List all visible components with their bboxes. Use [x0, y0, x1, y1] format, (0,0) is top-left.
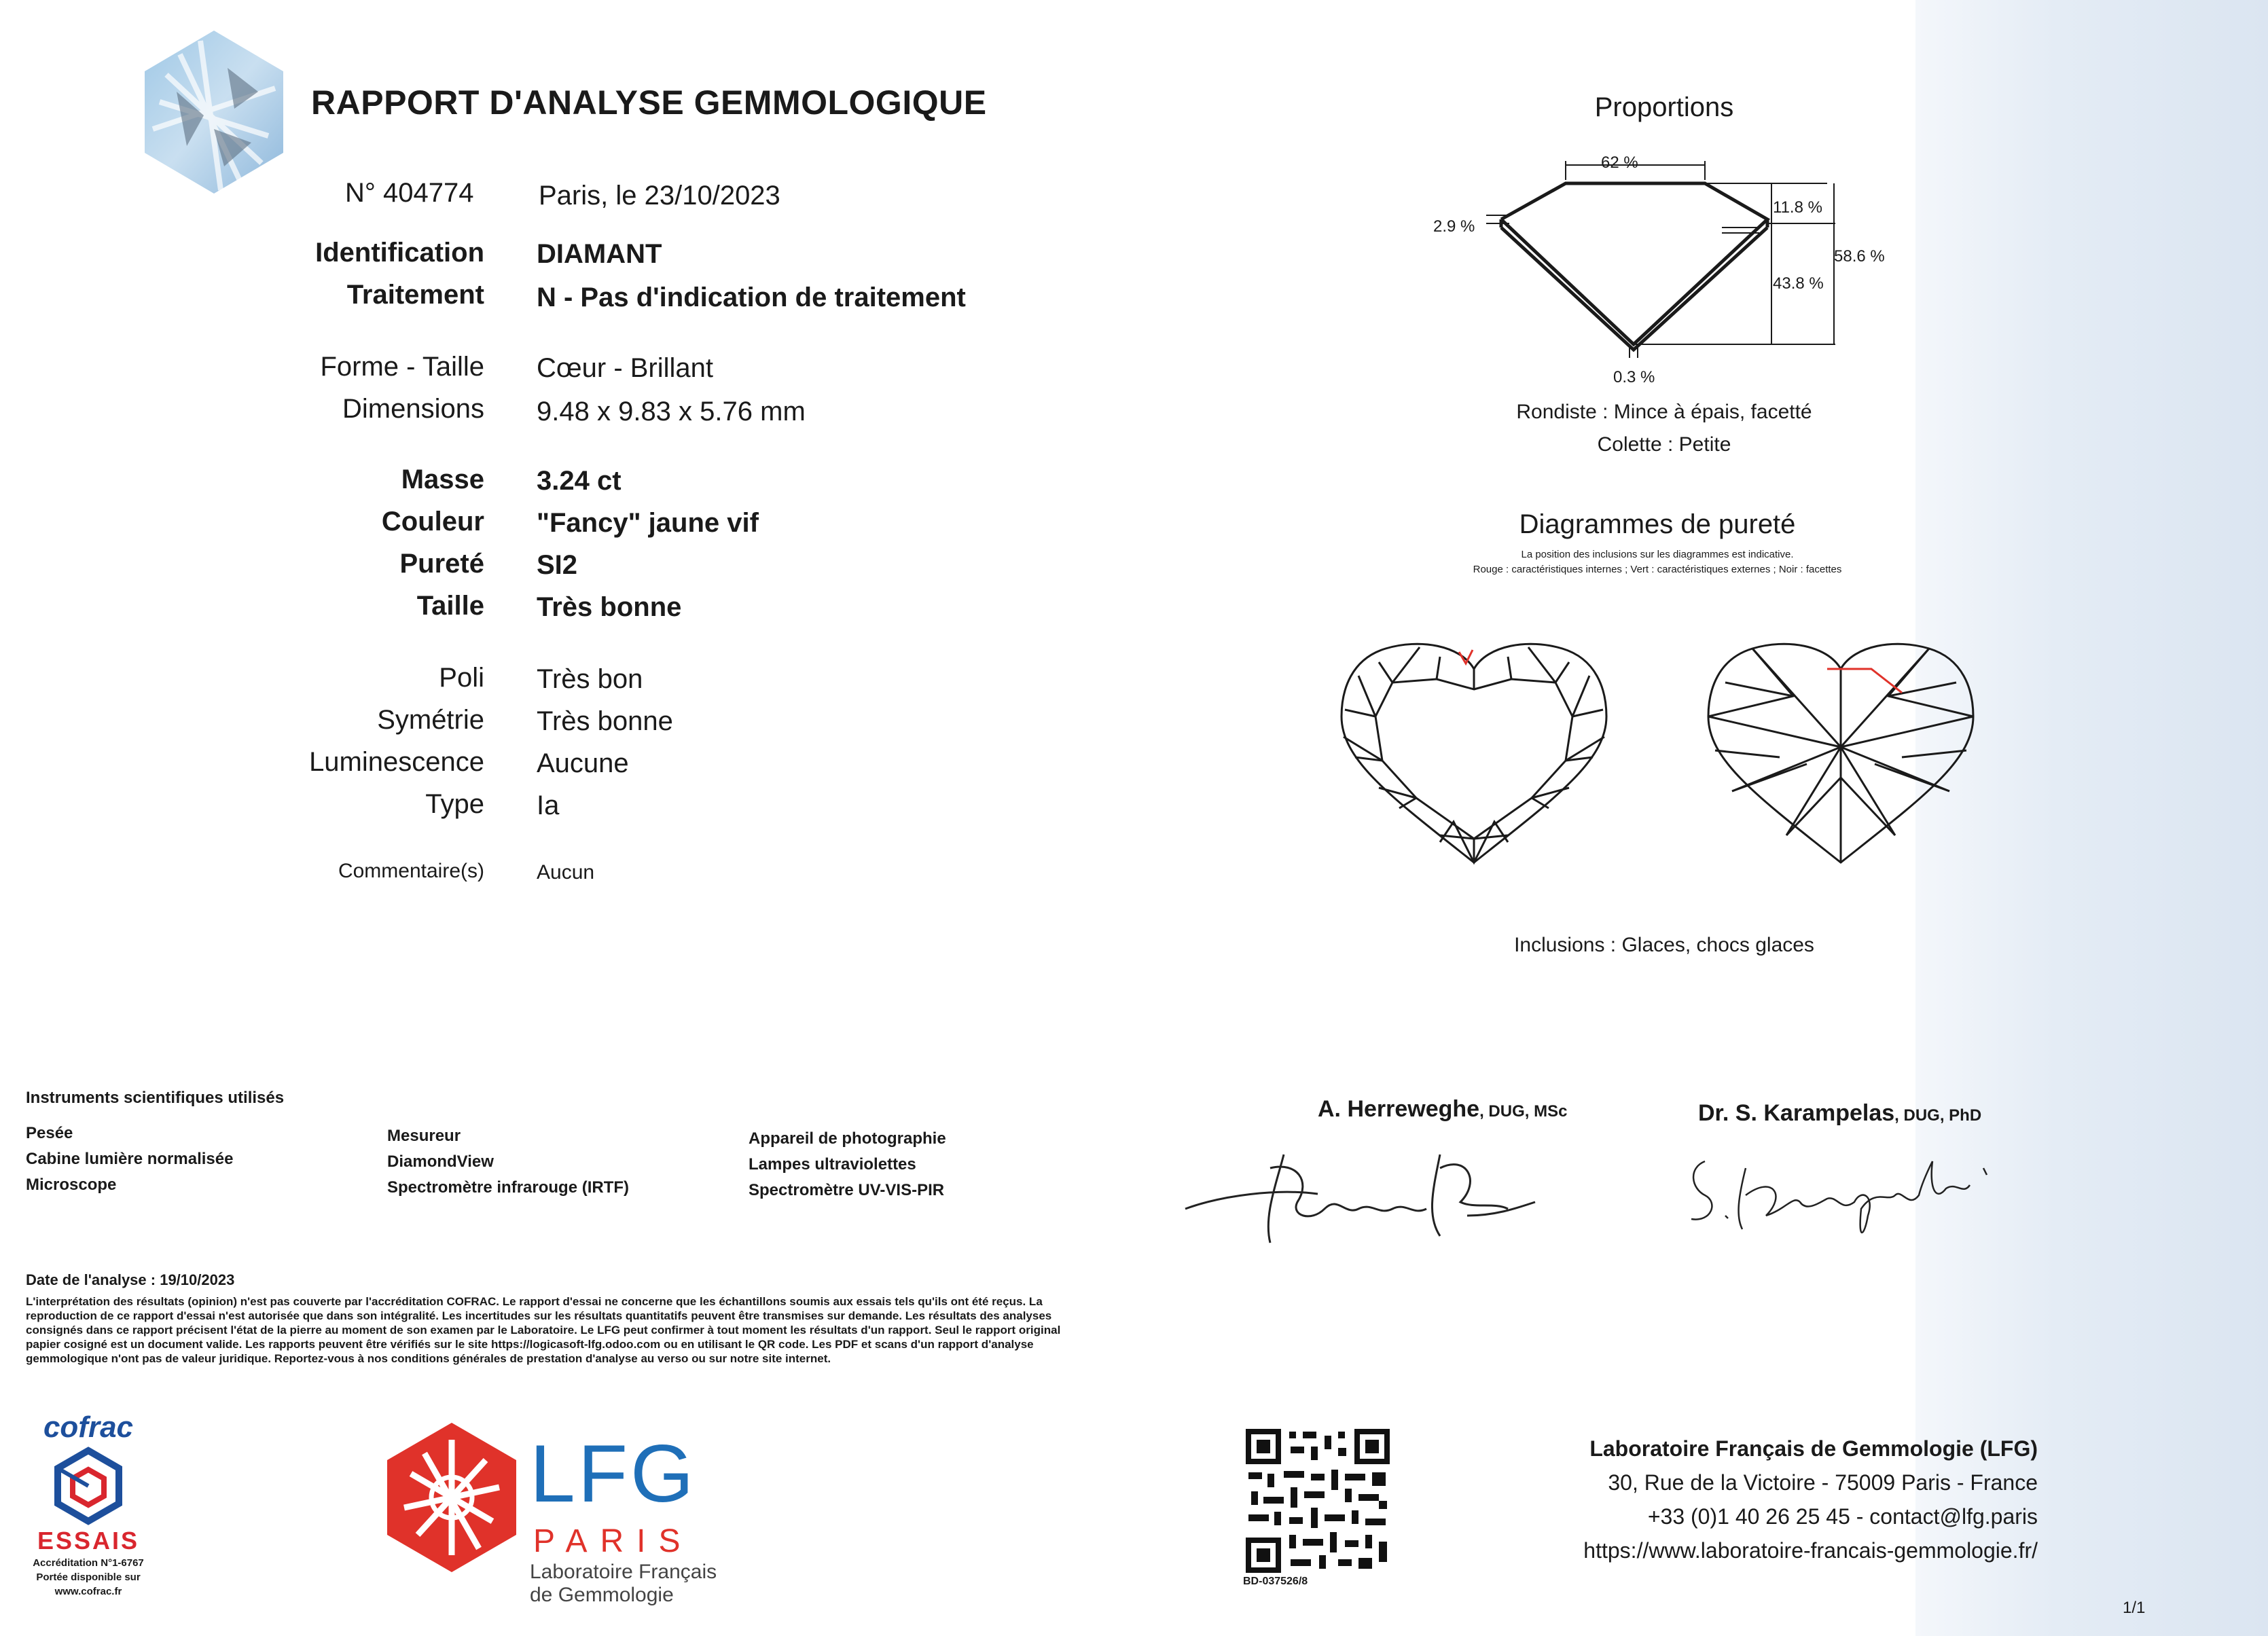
label-dimensions: Dimensions [342, 394, 484, 424]
instrument-item: Cabine lumière normalisée [26, 1150, 234, 1168]
lab-website[interactable]: https://www.laboratoire-francais-gemmologie.fr/ [1583, 1538, 2038, 1563]
label-symetrie: Symétrie [377, 705, 484, 735]
label-type: Type [425, 789, 484, 819]
label-couleur: Couleur [381, 507, 484, 537]
instrument-item: Spectromètre infrarouge (IRTF) [387, 1178, 630, 1197]
lab-address-block [1426, 1432, 2038, 1567]
heart-pavilion-diagram [1705, 642, 1983, 873]
prop-culet: 0.3 % [1613, 368, 1655, 386]
analysis-date: Date de l'analyse : 19/10/2023 [26, 1271, 235, 1288]
inclusion-mark-crown [1459, 650, 1473, 664]
prop-girdle: 2.9 % [1433, 217, 1475, 236]
instruments-col-3 [749, 1126, 946, 1203]
signatory-name: Dr. S. Karampelas [1698, 1100, 1895, 1126]
cofrac-site: www.cofrac.fr [54, 1586, 122, 1597]
prop-crown: 11.8 % [1773, 198, 1822, 217]
label-taille: Taille [416, 591, 484, 621]
report-number: N° 404774 [345, 178, 474, 208]
value-luminescence: Aucune [537, 748, 629, 778]
value-identification: DIAMANT [537, 239, 662, 269]
value-type: Ia [537, 790, 560, 820]
cofrac-name: cofrac [43, 1411, 134, 1444]
report-title: RAPPORT D'ANALYSE GEMMOLOGIQUE [311, 84, 987, 122]
proportions-diagram [1420, 146, 1909, 390]
value-traitement: N - Pas d'indication de traitement [537, 283, 966, 312]
cofrac-portee: Portée disponible sur [36, 1571, 141, 1583]
value-couleur: "Fancy" jaune vif [537, 508, 759, 538]
instrument-item: Microscope [26, 1176, 117, 1194]
prop-pavilion: 43.8 % [1773, 274, 1824, 293]
rondiste-text: Rondiste : Mince à épais, facetté [1516, 401, 1812, 423]
signatory-2 [1698, 1100, 1981, 1127]
instrument-item: Spectromètre UV-VIS-PIR [749, 1181, 945, 1199]
lfg-name: LFG [530, 1428, 697, 1519]
label-commentaire: Commentaire(s) [338, 860, 484, 882]
hexagon-emblem-icon [139, 27, 289, 197]
lfg-line-1: Laboratoire Français [530, 1561, 717, 1583]
lab-name: Laboratoire Français de Gemmologie (LFG) [1589, 1436, 2038, 1461]
signatory-1 [1318, 1096, 1567, 1123]
colette-text: Colette : Petite [1597, 433, 1731, 456]
signature-herreweghe [1182, 1141, 1549, 1250]
inclusion-mark-pavilion [1827, 669, 1902, 693]
page-number: 1/1 [2123, 1599, 2146, 1617]
clarity-title: Diagrammes de pureté [1519, 509, 1796, 539]
lfg-line-2: de Gemmologie [530, 1584, 674, 1606]
instrument-item: Appareil de photographie [749, 1129, 946, 1148]
proportions-title: Proportions [1594, 92, 1734, 122]
report-date: Paris, le 23/10/2023 [539, 181, 780, 211]
prop-table: 62 % [1601, 153, 1638, 172]
value-forme: Cœur - Brillant [537, 353, 714, 383]
signatory-title: , DUG, PhD [1894, 1106, 1982, 1125]
signatory-name: A. Herreweghe [1318, 1096, 1480, 1122]
value-commentaire: Aucun [537, 861, 595, 884]
lfg-hexagon-icon [384, 1419, 520, 1576]
cofrac-emblem-icon [44, 1442, 132, 1531]
lab-street: 30, Rue de la Victoire - 75009 Paris - France [1608, 1470, 2038, 1495]
signature-karampelas [1685, 1148, 2011, 1250]
disclaimer-text: L'interprétation des résultats (opinion) n'est pas couverte par l'accréditation COFRAC. Le rapport d'essai ne concerne que les échantillons soumis aux essais tels qu'ils ont été reçus. La reproduction de ce rapport d'essai n'est autorisée que dans son intégralité. Les incertitudes sur les résultats quantitatifs peuvent être transmises sur demande. Les résultats des analyses consignés dans ce rapport précisent l'état de la pierre au moment de son examen par le Laboratoire. Le LFG peut confirmer à tout moment les résultats d'un rapport. Seul le rapport original papier cosigné est un document valide. Les rapports peuvent être vérifiés sur le site https://logicasoft-lfg.odoo.com ou en utilisant le QR code. Les PDF et scans d'un rapport d'analyse gemmologique n'ont pas de valeur juridique. Reportez-vous à nos conditions générales de prestation d'analyse au verso ou sur notre site internet. [26, 1295, 1061, 1365]
value-poli: Très bon [537, 664, 643, 694]
value-dimensions: 9.48 x 9.83 x 5.76 mm [537, 397, 806, 426]
label-identification: Identification [315, 238, 484, 268]
value-taille: Très bonne [537, 592, 682, 622]
label-masse: Masse [401, 465, 484, 494]
instruments-title: Instruments scientifiques utilisés [26, 1089, 285, 1107]
prop-total-depth: 58.6 % [1834, 247, 1885, 266]
instrument-item: Mesureur [387, 1127, 461, 1145]
label-traitement: Traitement [346, 280, 484, 310]
label-luminescence: Luminescence [309, 747, 484, 777]
cofrac-logo [20, 1413, 156, 1597]
instrument-item: DiamondView [387, 1152, 494, 1171]
label-forme: Forme - Taille [320, 352, 484, 382]
label-poli: Poli [439, 663, 484, 693]
signatory-title: , DUG, MSc [1479, 1102, 1568, 1121]
instruments-col-2 [387, 1123, 629, 1201]
cofrac-accreditation: Accréditation N°1-6767 [33, 1557, 144, 1569]
qr-code-icon[interactable] [1243, 1426, 1392, 1576]
value-masse: 3.24 ct [537, 466, 622, 496]
heart-crown-diagram [1338, 642, 1617, 873]
value-symetrie: Très bonne [537, 706, 673, 736]
instrument-item: Pesée [26, 1124, 73, 1142]
qr-code-label: BD-037526/8 [1243, 1576, 1308, 1587]
instruments-col-1 [26, 1121, 233, 1198]
inclusions-text: Inclusions : Glaces, chocs glaces [1514, 934, 1814, 956]
clarity-note-2: Rouge : caractéristiques internes ; Vert : caractéristiques externes ; Noir : facettes [1473, 564, 1842, 575]
instrument-item: Lampes ultraviolettes [749, 1155, 916, 1174]
label-purete: Pureté [399, 549, 484, 579]
lfg-city: PARIS [533, 1523, 694, 1559]
cofrac-essais: ESSAIS [37, 1527, 140, 1555]
value-purete: SI2 [537, 550, 578, 580]
clarity-note-1: La position des inclusions sur les diagrammes est indicative. [1521, 549, 1794, 560]
lab-contact[interactable]: +33 (0)1 40 26 25 45 - contact@lfg.paris [1647, 1504, 2038, 1529]
